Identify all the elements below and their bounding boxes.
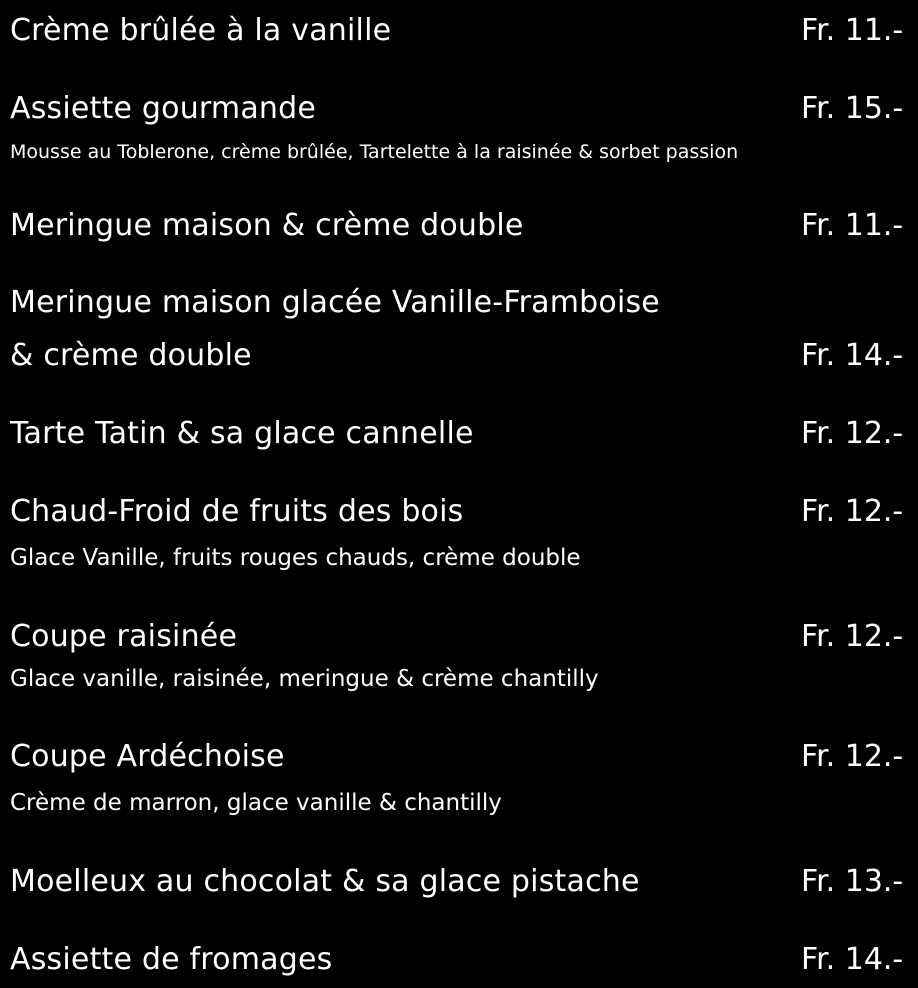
item-name: Chaud-Froid de fruits des bois (10, 494, 464, 529)
item-name-line1: Meringue maison glacée Vanille-Framboise (10, 285, 660, 320)
item-price: Fr. 12.- (801, 494, 904, 529)
item-name: Coupe raisinée (10, 619, 238, 654)
item-price: Fr. 14.- (801, 942, 904, 977)
item-price: Fr. 12.- (801, 739, 904, 774)
item-name: Coupe Ardéchoise (10, 739, 285, 774)
item-description: Crème de marron, glace vanille & chantilly (10, 790, 502, 816)
item-name-line2: & crème double (10, 338, 252, 373)
item-price: Fr. 15.- (801, 91, 904, 126)
item-description: Mousse au Toblerone, crème brûlée, Tartelette à la raisinée & sorbet passion (10, 141, 739, 163)
item-description: Glace Vanille, fruits rouges chauds, crème double (10, 545, 581, 571)
item-name: Meringue maison & crème double (10, 208, 524, 243)
item-name: Moelleux au chocolat & sa glace pistache (10, 864, 640, 899)
item-name: Crème brûlée à la vanille (10, 13, 392, 48)
item-price: Fr. 11.- (801, 13, 904, 48)
item-price: Fr. 12.- (801, 619, 904, 654)
item-name: Tarte Tatin & sa glace cannelle (10, 416, 474, 451)
item-price: Fr. 12.- (801, 416, 904, 451)
item-name: Assiette gourmande (10, 91, 317, 126)
item-description: Glace vanille, raisinée, meringue & crème chantilly (10, 666, 599, 692)
item-price: Fr. 11.- (801, 208, 904, 243)
item-price: Fr. 13.- (801, 864, 904, 899)
item-price: Fr. 14.- (801, 338, 904, 373)
item-name: Assiette de fromages (10, 942, 333, 977)
